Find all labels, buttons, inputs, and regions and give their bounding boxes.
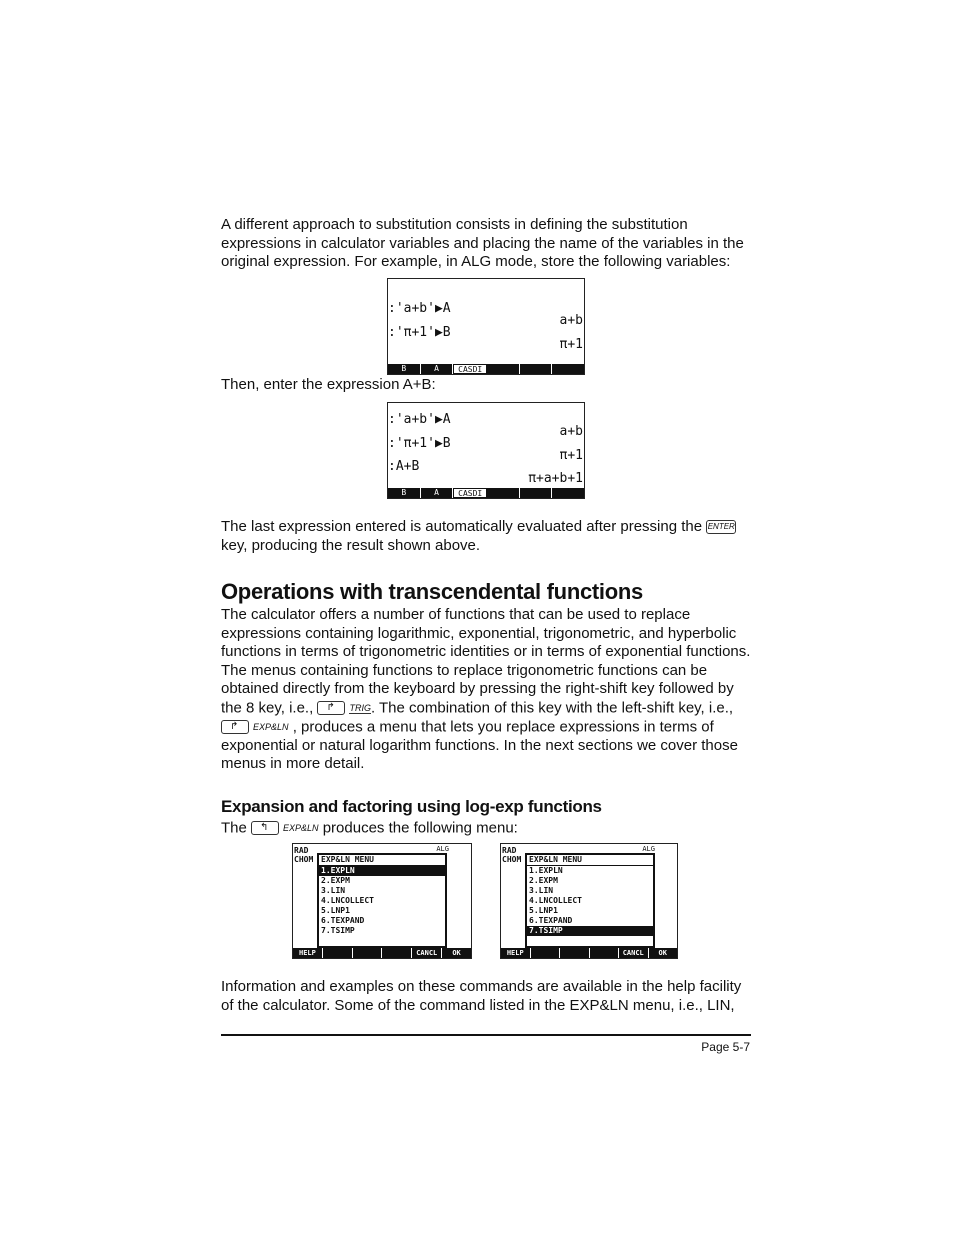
menu-item[interactable]: 2.EXPM — [529, 876, 558, 885]
expln-menu-box — [525, 853, 655, 948]
softkey — [590, 948, 620, 958]
screen2-result-1: a+b — [559, 424, 583, 439]
softkey: B — [388, 488, 421, 498]
expln-menu-screen-1 — [292, 843, 472, 959]
the-line — [221, 819, 751, 838]
softkey — [520, 364, 553, 374]
info-paragraph: Information and examples on these commands are available in the help facility of the calculator. Some of the command listed in the EXP&LN menu, i.e., LIN, — [221, 978, 742, 1014]
left-shift-key-icon: ↰ — [251, 821, 279, 835]
right-shift-key-icon: ↱ — [317, 701, 345, 715]
screen2-line-1: :'a+b'▶A — [388, 412, 451, 427]
expln-key-label: EXP&LN — [283, 823, 319, 833]
page-number: Page 5-7 — [701, 1040, 750, 1054]
menu-item[interactable]: 6.TEXPAND — [321, 916, 365, 925]
softkey: CASDI — [453, 488, 487, 498]
intro-paragraph: A different approach to substitution consists in defining the substitution expressions in calculator variables and placing the name of the variables in the original expression. For example, in ALG mode, store the following variables: — [221, 216, 744, 271]
screen2-result-3: π+a+b+1 — [528, 471, 583, 486]
softkey — [560, 948, 590, 958]
softkey — [552, 488, 584, 498]
text: . The combination of this key with the left-shift key, i.e., — [370, 699, 734, 717]
softkey — [323, 948, 353, 958]
screen2-line-2: :'π+1'▶B — [388, 436, 451, 451]
menu-item[interactable]: 4.LNCOLLECT — [529, 896, 582, 905]
menu-item[interactable]: 1.EXPLN — [529, 866, 563, 875]
cancel-softkey[interactable]: CANCL — [619, 948, 649, 958]
subsection-title: Expansion and factoring using log-exp functions — [221, 797, 602, 816]
right-shift-key-icon: ↱ — [221, 720, 249, 734]
menu-item[interactable]: 3.LIN — [529, 886, 554, 895]
softkey — [353, 948, 383, 958]
mode-alg: ALG — [642, 845, 655, 853]
text: , produces a menu that lets you replace expressions in terms of exponential or natural logarithm functions. In the next sections we cover those menus in more detail. — [221, 718, 738, 773]
enter-key-icon: ENTER — [706, 520, 736, 534]
menu-item[interactable]: 5.LNP1 — [529, 906, 558, 915]
screen1-line-2: :'π+1'▶B — [388, 325, 451, 340]
screen1-line-1: :'a+b'▶A — [388, 301, 451, 316]
text: The — [221, 819, 252, 837]
text: The last expression entered is automatically evaluated after pressing the — [221, 518, 707, 535]
softkey — [487, 364, 520, 374]
then-text: Then, enter the expression A+B: — [221, 376, 436, 393]
menu-item[interactable]: 3.LIN — [321, 886, 346, 895]
softkey: A — [421, 364, 454, 374]
mode-chom: CHOM — [294, 855, 314, 864]
section-paragraph — [221, 606, 751, 774]
help-softkey[interactable]: HELP — [501, 948, 531, 958]
mode-rad: RAD — [502, 846, 517, 855]
softkey-menu — [293, 948, 471, 958]
menu-title: EXP&LN MENU — [527, 855, 653, 866]
softkey — [552, 364, 584, 374]
calculator-screen-2 — [387, 402, 585, 499]
mode-chom: CHOM — [502, 855, 522, 864]
cancel-softkey[interactable]: CANCL — [412, 948, 442, 958]
softkey: CASDI — [453, 364, 487, 374]
mode-rad: RAD — [294, 846, 309, 855]
softkey: A — [421, 488, 454, 498]
softkey — [531, 948, 561, 958]
menu-item[interactable]: 6.TEXPAND — [529, 916, 573, 925]
softkey: B — [388, 364, 421, 374]
menu-item[interactable]: 1.EXPLN — [319, 866, 445, 876]
menu-item[interactable]: 4.LNCOLLECT — [321, 896, 374, 905]
softkey — [520, 488, 553, 498]
text: produces the following menu: — [318, 819, 518, 837]
expln-menu-screen-2 — [500, 843, 678, 959]
softkey-menu — [501, 948, 677, 958]
text: key, producing the result shown above. — [221, 536, 481, 554]
menu-item[interactable]: 5.LNP1 — [321, 906, 350, 915]
expln-key-label: EXP&LN — [253, 721, 289, 732]
screen1-result-2: π+1 — [559, 337, 583, 352]
screen1-result-1: a+b — [559, 313, 583, 328]
help-softkey[interactable]: HELP — [293, 948, 323, 958]
screen2-softkey-menu — [388, 488, 584, 498]
trig-key-label: TRIG — [349, 702, 371, 713]
last-expression-paragraph — [221, 518, 751, 555]
menu-item[interactable]: 7.TSIMP — [527, 926, 653, 936]
screen1-softkey-menu — [388, 364, 584, 374]
softkey — [382, 948, 412, 958]
text: The calculator offers a number of functions that can be used to replace expressions containing logarithmic, exponential, trigonometric, and hyperbolic functions in terms of trigonometric identities or in terms of exponential functions. The menus containing functions to replace trigonometric functions can be obtained directly from the keyboard by pressing the right-shift key followed by the 8 key, i.e., — [221, 606, 751, 717]
mode-alg: ALG — [436, 845, 449, 853]
screen2-line-3: :A+B — [388, 459, 420, 474]
calculator-screen-1 — [387, 278, 585, 375]
ok-softkey[interactable]: OK — [658, 949, 667, 957]
footer-rule — [221, 1034, 751, 1036]
menu-item[interactable]: 7.TSIMP — [321, 926, 355, 935]
menu-title: EXP&LN MENU — [319, 855, 445, 866]
softkey — [487, 488, 520, 498]
expln-menu-box — [317, 853, 447, 948]
section-title: Operations with transcendental functions — [221, 579, 643, 604]
menu-item[interactable]: 2.EXPM — [321, 876, 350, 885]
ok-softkey[interactable]: OK — [452, 949, 461, 957]
screen2-result-2: π+1 — [559, 448, 583, 463]
